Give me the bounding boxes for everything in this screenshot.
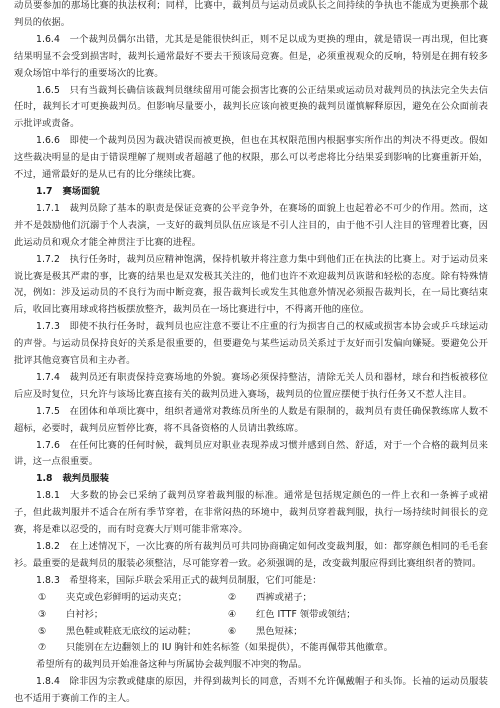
paragraph-1-8-1: 1.8.1 大多数的协会已采纳了裁判员穿着裁判服的标准。通常是包括规定颜色的一件上衣和一条裤子或裙子，但此裁判服并不适合在所有季节穿着，在非常闷热的环境中，裁判员穿着裁判服，执行一场持续时间很长的竞赛，将是难以忍受的，而有时竞赛大厅则可能非常寒冷。 [14,490,488,536]
paragraph-1-8-3: 1.8.3 希望将来，国际乒联会采用正式的裁判员制服，它们可能是： [36,574,322,586]
list-row [14,640,488,657]
list-marker: ① [38,591,47,603]
section-title: 赛场面貌 [62,185,100,197]
paragraph-1-7-2: 1.7.2 执行任务时，裁判员应精神饱满，保持机敏并将注意力集中到他们正在执法的比赛上。对于运动员来说比赛是极其严肃的事，比赛的结果也是双发极其关注的，他们也许不欢迎裁判员诙谐和轻松的态度。除有特殊情况，例如：涉及运动员的不良行为而中断竞赛，报告裁判长或发生其他意外情况必须报告裁判长，在一局比赛结束后，收回比赛用球或将挡板摆放整齐，裁判员在一场比赛进行中，不得离开他的座位。 [14,253,488,316]
section-heading-1-8 [14,471,488,488]
section-number: 1.8 [36,473,53,485]
section-heading-1-7 [14,184,488,201]
paragraph-1-8-2: 1.8.2 在上述情况下，一次比赛的所有裁判员可共同协商确定如何改变裁判服，如：都穿颜色相同的毛毛套衫。最重要的是裁判员的服装必须整洁，尽可能穿着一致。必须强调的是，改变裁判服应得到比赛组织者的赞同。 [14,541,488,569]
list-marker: ④ [228,608,237,620]
paragraph-1-6-5: 1.6.5 只有当裁判长确信该裁判员继续留用可能会损害比赛的公正结果或运动员对裁判员的执法完全失去信任时，裁判长才可更换裁判员。但影响尽量要小，裁判长应该向被更换的裁判员谨慎解释原因，避免在公众面前表示批评或责备。 [14,84,488,130]
list-marker: ③ [38,608,47,620]
document-body [14,0,488,708]
paragraph-1-7-4: 1.7.4 裁判员还有职责保持竞赛场地的外貌。赛场必须保持整洁，清除无关人员和器材，球台和挡板被移位后应及时复位，只允许与该场比赛直接有关的裁判员进入赛场，裁判员的位置应摆便于执行任务又不惹人注目。 [14,371,488,400]
list-item [228,607,488,624]
paragraph-1-7-3: 1.7.3 即使不执行任务时，裁判员也应注意不要让不庄重的行为损害自己的权威或损害本协会或乒乓球运动的声誉。与运动员保持良好的关系是很重要的，但要避免与某些运动员关系过于友好而引发偏向嫌疑。要避免公开批评其他竞赛官员和主办者。 [14,321,488,367]
list-item [38,607,228,624]
uniform-list [14,590,488,658]
list-row [14,607,488,624]
paragraph-1-7-1: 1.7.1 裁判员除了基本的职责是保证竞赛的公平竞争外，在赛场的面貌上也起着必不可少的作用。然而，这并不是鼓励他们沉溺于个人表演，一支好的裁判员队伍应该是不引人注目的，由于他不引人注目的管理着比赛，因此运动员和观众才能全神贯注于比赛的进程。 [14,202,488,248]
list-item [38,590,228,607]
list-item-text: 黑色鞋或鞋底无底纹的运动鞋； [66,625,197,637]
list-item [38,640,488,657]
paragraph-1-6-4: 1.6.4 一个裁判员偶尔出错，尤其是是能很快纠正，则不足以成为更换的理由，就是错误一再出现，但比赛结果明显不会受到损害时，裁判长通常最好不要去干预该局竞赛。但是，必须重视观众的反响，特别是在拥有较多观众场馆中举行的重要场次的比赛。 [14,33,488,79]
list-marker: ⑥ [228,625,237,637]
section-title: 裁判员服装 [62,473,109,485]
list-item-text: 只能别在左边翻领上的 IU 胸针和姓名标签（如果提供），不能再佩带其他徽章。 [66,642,393,654]
list-item [38,624,228,641]
paragraph-1-8-4: 1.8.4 除非因为宗教或健康的原因，并得到裁判长的同意，否则不允许佩戴帽子和头饰。长袖的运动员服装也不适用于赛前工作的主人。 [14,676,488,705]
list-row [14,624,488,641]
paragraph-1-7-5: 1.7.5 在团体和单项比赛中，组织者通常对教练员所坐的人数是有限制的，裁判员有责任确保教练席人数不超标，必要时，裁判员应暂停比赛，将不具备资格的人员请出教练席。 [14,405,488,434]
paragraph-prepare-note: 希望所有的裁判员开始准备这种与所属协会裁判服不冲突的物品。 [36,659,308,671]
list-item [228,624,488,641]
paragraph-1-7-6: 1.7.6 在任何比赛的任何时候，裁判员应对职业表现养成习惯并感到自然、舒适，对于一个合格的裁判员来讲，这一点很重要。 [14,439,488,468]
list-marker: ⑦ [38,642,47,654]
list-item-text: 红色 ITTF 领带或领结； [256,608,356,620]
list-marker: ⑤ [38,625,47,637]
list-item [228,590,488,607]
paragraph: 动员要参加的那场比赛的执法权利；同样，比赛中，裁判员与运动员或队长之间持续的争执也不能成为更换那个裁判员的依据。 [14,0,488,28]
list-item-text: 白衬衫； [66,608,104,620]
list-item-text: 夹克或色彩鲜明的运动夹克； [66,591,187,603]
list-item-text: 西裤或裙子； [256,591,312,603]
paragraph-1-6-6: 1.6.6 即使一个裁判员因为裁决错误而被更换，但也在其权限范围内根据事实所作出的判决不得更改。假如这些裁决明显的是由于错误理解了规则或者超越了他的权限，那么可以考虑将比分结果妥到影响的比赛重新开始，不过，通常最好的是从已有的比分继续比赛。 [14,135,488,181]
list-item-text: 黑色短袜； [256,625,303,637]
list-marker: ② [228,591,237,603]
list-row [14,590,488,607]
section-number: 1.7 [36,185,53,197]
